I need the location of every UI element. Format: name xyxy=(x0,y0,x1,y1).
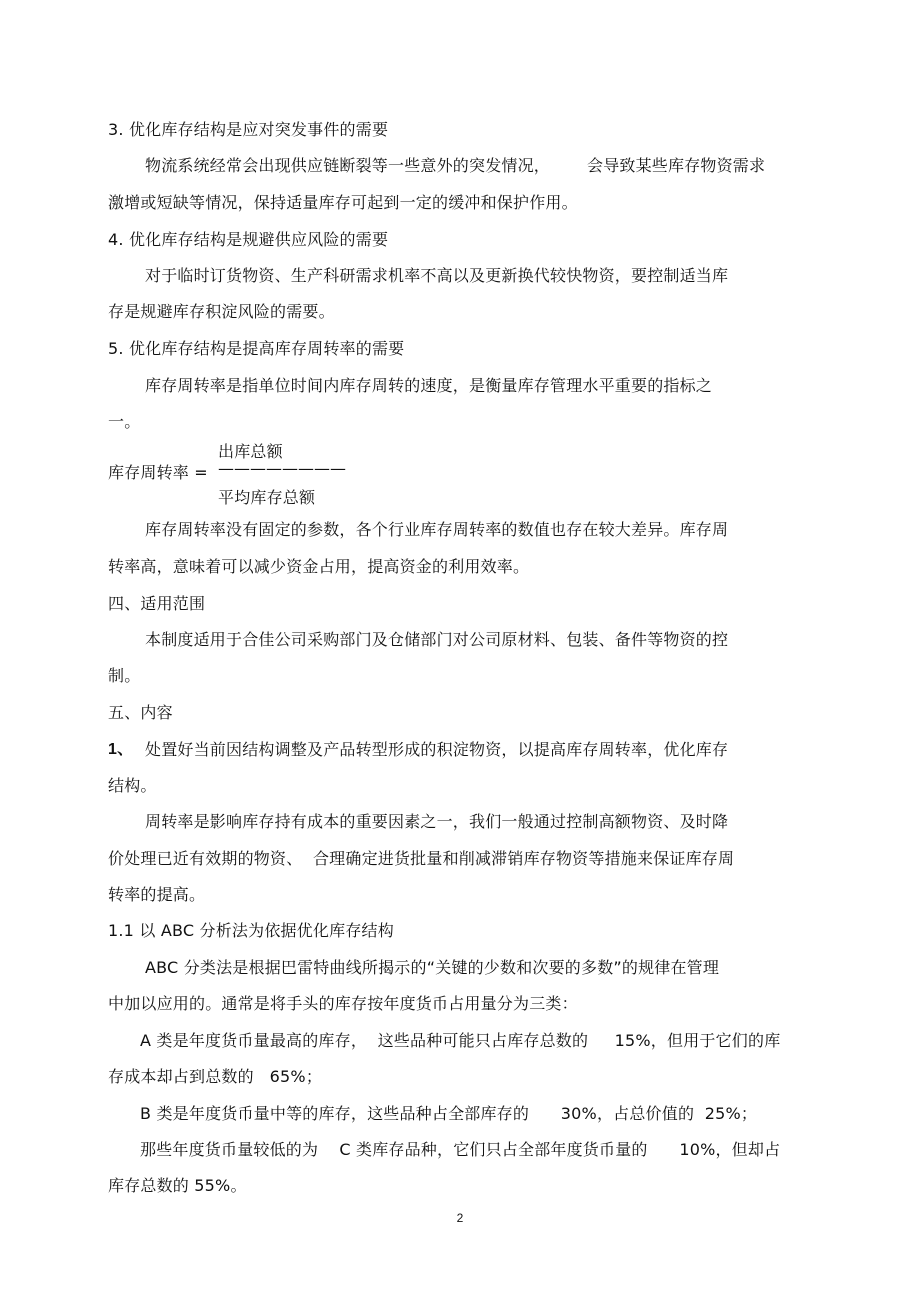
paragraph-9-line-1: ABC 分类法是根据巴雷特曲线所揭示的“关键的少数和次要的多数”的规律在管理 xyxy=(145,958,720,977)
paragraph-8-line-3: 转率的提高。 xyxy=(108,885,206,904)
paragraph-5-line-2: 一。 xyxy=(108,412,141,431)
paragraph-12-line-2: 库存总数的 55%。 xyxy=(108,1176,247,1195)
item-1-number: 1、 xyxy=(108,741,134,758)
paragraph-10-line-1: A 类是年度货币量最高的库存， 这些品种可能只占库存总数的 15%，但用于它们的库 xyxy=(140,1031,781,1050)
paragraph-3-line-1: 物流系统经常会出现供应链断裂等一些意外的突发情况， 会导致某些库存物资需求 xyxy=(145,156,766,175)
paragraph-7-line-2: 制。 xyxy=(108,666,141,685)
formula-denominator: 平均库存总额 xyxy=(218,488,316,507)
page-number: 2 xyxy=(456,1211,464,1225)
subsection-1-1-heading: 1.1 以 ABC 分析法为依据优化库存结构 xyxy=(108,921,394,940)
paragraph-12-line-1: 那些年度货币量较低的为 C 类库存品种，它们只占全部年度货币量的 10%，但却占 xyxy=(140,1140,781,1159)
paragraph-5-line-1: 库存周转率是指单位时间内库存周转的速度，是衡量库存管理水平重要的指标之 xyxy=(145,376,713,395)
paragraph-4-line-2: 存是规避库存积淀风险的需要。 xyxy=(108,302,335,321)
paragraph-6-line-1: 库存周转率没有固定的参数，各个行业库存周转率的数值也存在较大差异。库存周 xyxy=(145,520,729,539)
section-4-heading: 四、适用范围 xyxy=(108,594,206,613)
section-5-heading: 五、内容 xyxy=(108,703,173,722)
heading-4: 4. 优化库存结构是规避供应风险的需要 xyxy=(108,230,389,249)
formula-fraction-bar: ———————— xyxy=(218,459,346,478)
paragraph-6-line-2: 转率高，意味着可以减少资金占用，提高资金的利用效率。 xyxy=(108,557,530,576)
paragraph-8-line-1: 周转率是影响库存持有成本的重要因素之一，我们一般通过控制高额物资、及时降 xyxy=(145,812,729,831)
paragraph-11: B 类是年度货币量中等的库存，这些品种占全部库存的 30%，占总价值的 25%； xyxy=(140,1104,758,1123)
heading-3: 3. 优化库存结构是应对突发事件的需要 xyxy=(108,120,389,139)
heading-5: 5. 优化库存结构是提高库存周转率的需要 xyxy=(108,339,405,358)
paragraph-7-line-1: 本制度适用于合佳公司采购部门及仓储部门对公司原材料、包装、备件等物资的控 xyxy=(145,630,729,649)
paragraph-4-line-1: 对于临时订货物资、生产科研需求机率不高以及更新换代较快物资，要控制适当库 xyxy=(145,266,729,285)
paragraph-3-line-2: 激增或短缺等情况，保持适量库存可起到一定的缓冲和保护作用。 xyxy=(108,193,578,212)
paragraph-8-line-2: 价处理已近有效期的物资、 合理确定进货批量和削减滞销库存物资等措施来保证库存周 xyxy=(108,849,735,868)
formula-numerator: 出库总额 xyxy=(218,442,283,461)
item-1-line-1: 处置好当前因结构调整及产品转型形成的积淀物资，以提高库存周转率，优化库存 xyxy=(145,740,729,759)
item-1-line-2: 结构。 xyxy=(108,776,157,795)
formula-lhs: 库存周转率 = xyxy=(108,463,208,482)
paragraph-9-line-2: 中加以应用的。通常是将手头的库存按年度货币占用量分为三类： xyxy=(108,994,578,1013)
paragraph-10-line-2: 存成本却占到总数的 65%； xyxy=(108,1067,323,1086)
